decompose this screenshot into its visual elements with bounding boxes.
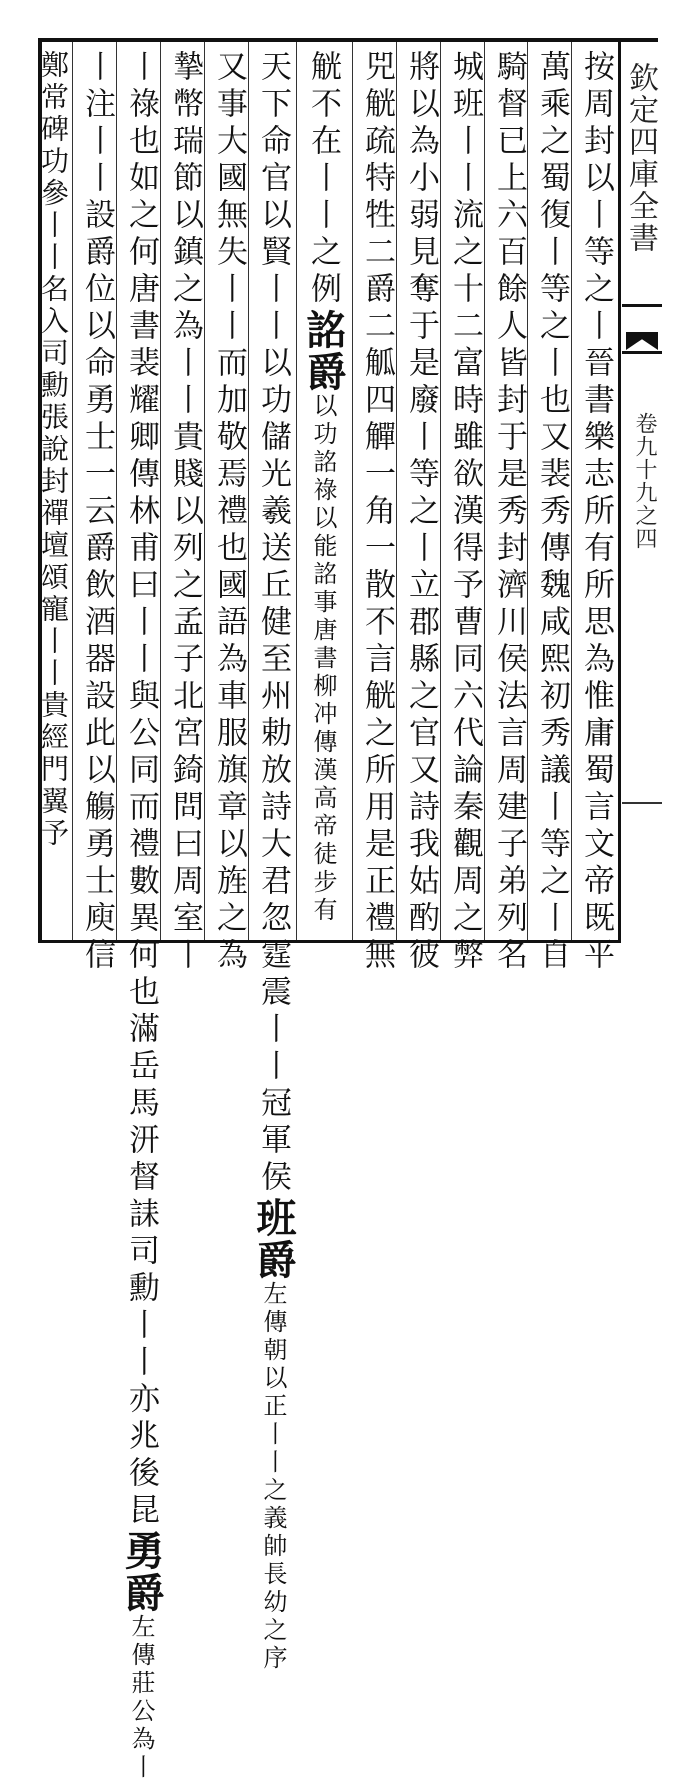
text-column: 騎督已上六百餘人皆封于是秀封濟川侯法言周建子弟列名 xyxy=(491,50,527,975)
text-column: 城班丨丨流之十二富時雖欲漢得予曹同六代論秦觀周之弊 xyxy=(447,50,483,975)
annotation-text: 左傳朝以正丨丨之義帥長幼之序 xyxy=(259,1281,287,1673)
frame-top-border xyxy=(38,38,658,42)
text-column: 按周封以丨等之丨晉書樂志所有所思為惟庸蜀言文帝既平 xyxy=(578,50,614,975)
text-column: 又事大國無失丨丨而加敬焉禮也國語為車服旗章以旌之為 xyxy=(211,50,247,975)
heading-term: 詺爵 xyxy=(300,309,347,393)
text-column: 兕觥疏特牲二爵二觚四觶一角一散不言觥之所用是正禮無 xyxy=(359,50,395,975)
text-column: 觥不在丨丨之例詺爵以功詺祿以能詺事唐書柳冲傳漢高帝徒步有 xyxy=(300,50,347,925)
text-column: 丨注丨丨設爵位以命勇士一云爵飲酒器設此以觴勇士庾信 xyxy=(79,50,115,975)
text-column: 萬乘之蜀復丨等之丨也又裴秀傳魏咸熙初秀議丨等之丨自 xyxy=(534,50,570,975)
text-column: 摯幣瑞節以鎮之為丨丨貴賤以列之孟子北宮錡問曰周室丨 xyxy=(167,50,203,975)
column-rule xyxy=(352,42,353,940)
text-column: 天下命官以賢丨丨以功儲光羲送丘健至州勅放詩大君忽霆震丨丨冠軍侯班爵左傳朝以正丨丨之義帥長幼之序 xyxy=(250,50,297,1673)
text-column: 丨祿也如之何唐書裴耀卿傳林甫曰丨丨與公同而禮數異何也滿岳馬汧督誄司勳丨丨亦兆後昆勇爵左傳莊公為丨 xyxy=(118,50,165,1782)
text-column: 鄭常碑功參丨丨名入司勳張說封禪壇頌寵丨丨貴經門翼予 xyxy=(37,50,70,850)
margin-divider xyxy=(622,802,662,804)
heading-term: 班爵 xyxy=(250,1197,297,1281)
annotation-text: 以功詺祿以能詺事唐書柳冲傳漢高帝徒步有 xyxy=(309,393,337,925)
heading-term: 勇爵 xyxy=(118,1530,165,1614)
margin-strip xyxy=(622,42,662,940)
book-title: 欽定四庫全書 xyxy=(623,62,658,254)
annotation-text: 左傳莊公為丨 xyxy=(127,1614,155,1782)
text-column: 將以為小弱見奪于是廢丨等之丨立郡縣之官又詩我姑酌彼 xyxy=(403,50,439,975)
column-rule xyxy=(296,42,297,940)
volume-number: 卷九十九之四 xyxy=(632,412,657,550)
